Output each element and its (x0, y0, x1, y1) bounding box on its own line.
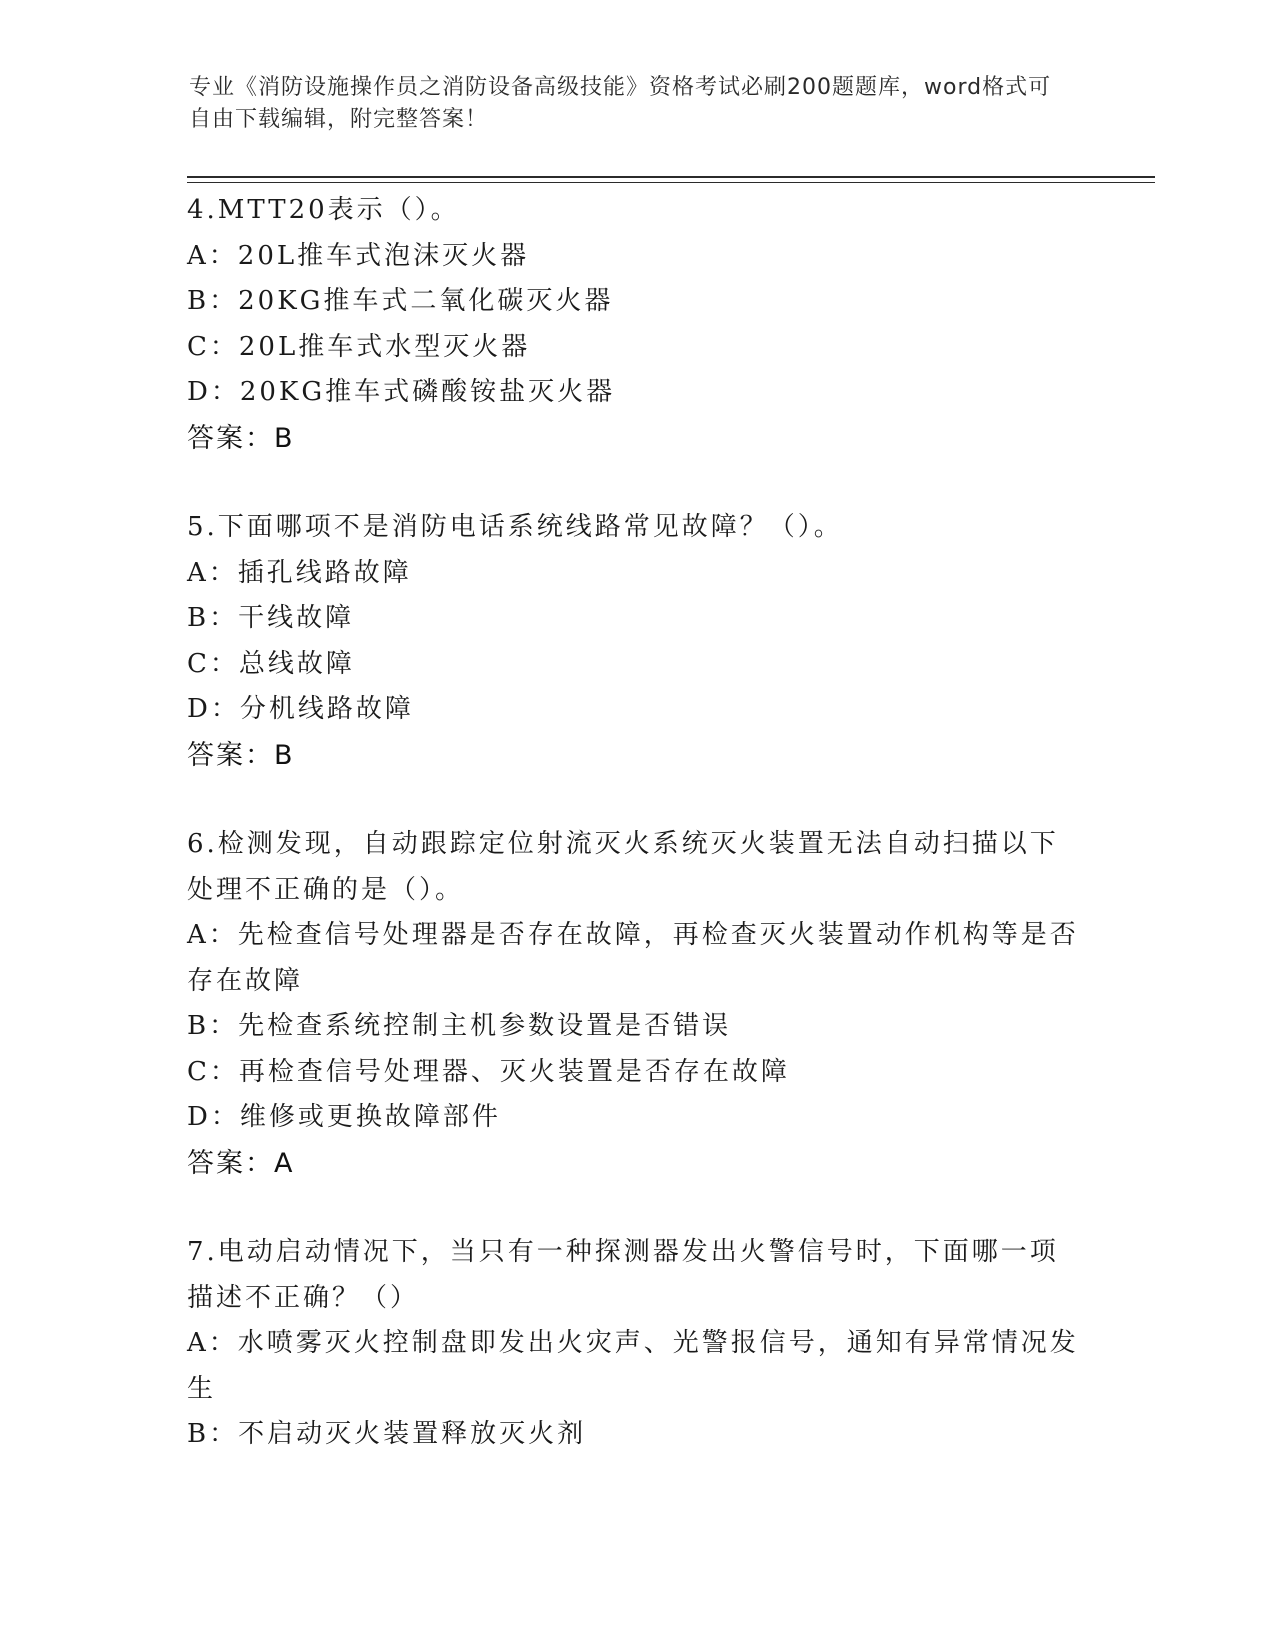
option-c: C：总线故障 (187, 648, 355, 679)
option-c: C：20L推车式水型灭火器 (187, 331, 531, 362)
question-stem: 5.下面哪项不是消防电话系统线路常见故障？（）。 (187, 512, 843, 542)
question-5 (187, 505, 1087, 778)
question-list (187, 188, 1087, 1502)
document-header: 专业《消防设施操作员之消防设备高级技能》资格考试必刷200题题库，word格式可自由下载编辑，附完整答案！ (189, 75, 1052, 132)
option-b: B：20KG推车式二氧化碳灭火器 (187, 286, 614, 316)
option-a: A：插孔线路故障 (187, 557, 412, 588)
answer-text: 答案：B (187, 422, 295, 454)
answer-text: 答案：A (187, 1147, 295, 1179)
question-stem: 4.MTT20表示（）。 (187, 195, 460, 225)
answer-text: 答案：B (187, 739, 295, 771)
option-d: D：20KG推车式磷酸铵盐灭火器 (187, 377, 616, 407)
question-6 (187, 822, 1087, 1186)
option-b: B：干线故障 (187, 603, 355, 633)
option-c: C：再检查信号处理器、灭火装置是否存在故障 (187, 1056, 790, 1087)
option-d: D：维修或更换故障部件 (187, 1102, 501, 1132)
option-d: D：分机线路故障 (187, 694, 414, 724)
question-4 (187, 188, 1087, 461)
question-stem: 7.电动启动情况下，当只有一种探测器发出火警信号时，下面哪一项描述不正确？（） (187, 1237, 1059, 1313)
header-divider-thick (187, 176, 1155, 178)
question-7 (187, 1230, 1087, 1458)
option-a: A：20L推车式泡沫灭火器 (187, 240, 530, 271)
option-a: A：先检查信号处理器是否存在故障，再检查灭火装置动作机构等是否存在故障 (187, 920, 1079, 996)
question-stem: 6.检测发现，自动跟踪定位射流灭火系统灭火装置无法自动扫描以下处理不正确的是（）。 (187, 829, 1059, 905)
option-b: B：先检查系统控制主机参数设置是否错误 (187, 1011, 732, 1041)
option-a: A：水喷雾灭火控制盘即发出火灾声、光警报信号，通知有异常情况发生 (187, 1328, 1079, 1404)
option-b: B：不启动灭火装置释放灭火剂 (187, 1419, 587, 1449)
header-divider-thin (187, 182, 1155, 183)
